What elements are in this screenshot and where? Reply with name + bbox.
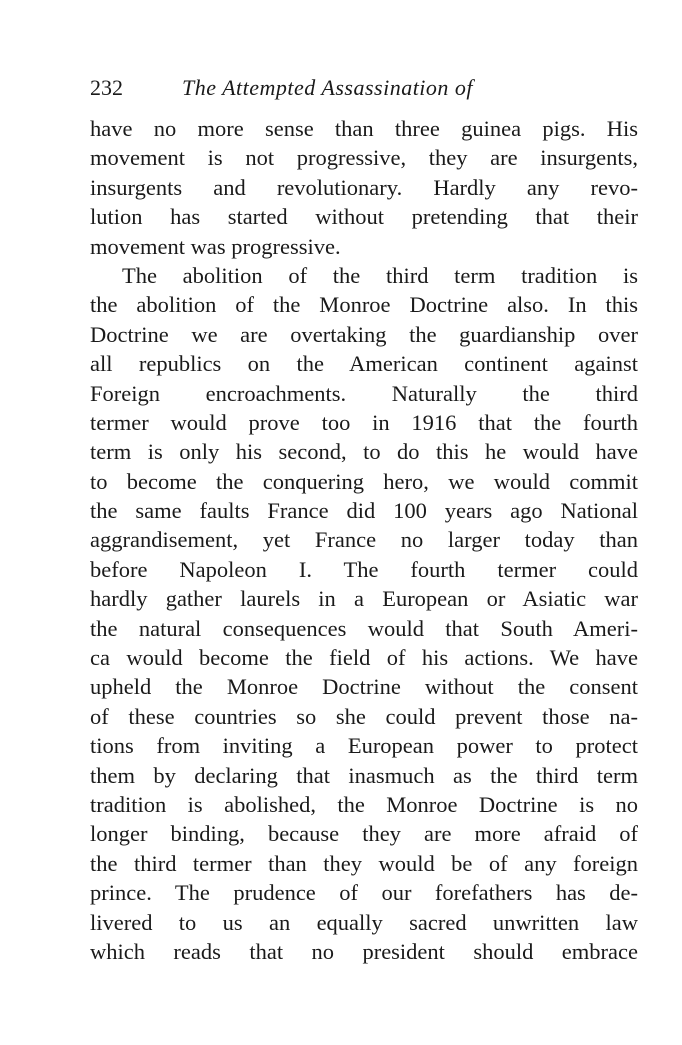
body-text: [90, 114, 638, 966]
text-line: insurgents and revolutionary. Hardly any revo-: [90, 174, 638, 200]
text-line: to become the conquering hero, we would commit: [90, 468, 638, 494]
text-line: termer would prove too in 1916 that the fourth: [90, 409, 638, 435]
text-line: prince. The prudence of our forefathers has de-: [90, 880, 638, 906]
text-line: which reads that no president should embrace: [90, 938, 638, 964]
text-line: of these countries so she could prevent those na-: [90, 703, 638, 729]
text-line: Doctrine we are overtaking the guardianship over: [90, 321, 638, 347]
text-line: tions from inviting a European power to protect: [90, 733, 638, 759]
text-line: ca would become the field of his actions. We have: [90, 645, 638, 671]
running-title: The Attempted Assassination of: [182, 75, 474, 100]
page-header: [90, 70, 638, 106]
text-line: term is only his second, to do this he would have: [90, 439, 638, 465]
text-line: The abolition of the third term tradition is: [122, 262, 638, 288]
text-line: hardly gather laurels in a European or Asiatic war: [90, 586, 638, 612]
text-line: lution has started without pretending that their: [90, 204, 638, 230]
text-line: the natural consequences would that South Ameri-: [90, 615, 638, 641]
text-line: Foreign encroachments. Naturally the third: [90, 380, 638, 406]
text-line: movement was progressive.: [90, 233, 341, 259]
text-line: livered to us an equally sacred unwritten law: [90, 909, 638, 935]
text-line: the same faults France did 100 years ago National: [90, 498, 638, 524]
paragraph-2: [90, 261, 638, 966]
paragraph-1: [90, 114, 638, 261]
book-page: [90, 70, 638, 966]
text-line: all republics on the American continent against: [90, 351, 638, 377]
text-line: them by declaring that inasmuch as the third term: [90, 762, 638, 788]
text-line: upheld the Monroe Doctrine without the consent: [90, 674, 638, 700]
text-line: have no more sense than three guinea pigs. His: [90, 116, 638, 141]
page-number: 232: [90, 75, 123, 100]
text-line: tradition is abolished, the Monroe Doctrine is no: [90, 791, 638, 817]
text-line: the third termer than they would be of any foreign: [90, 850, 638, 876]
text-line: the abolition of the Monroe Doctrine also. In this: [90, 292, 638, 318]
text-line: longer binding, because they are more afraid of: [90, 821, 638, 847]
text-line: before Napoleon I. The fourth termer could: [90, 556, 638, 582]
text-line: movement is not progressive, they are insurgents,: [90, 145, 638, 171]
text-line: aggrandisement, yet France no larger today than: [90, 527, 638, 553]
